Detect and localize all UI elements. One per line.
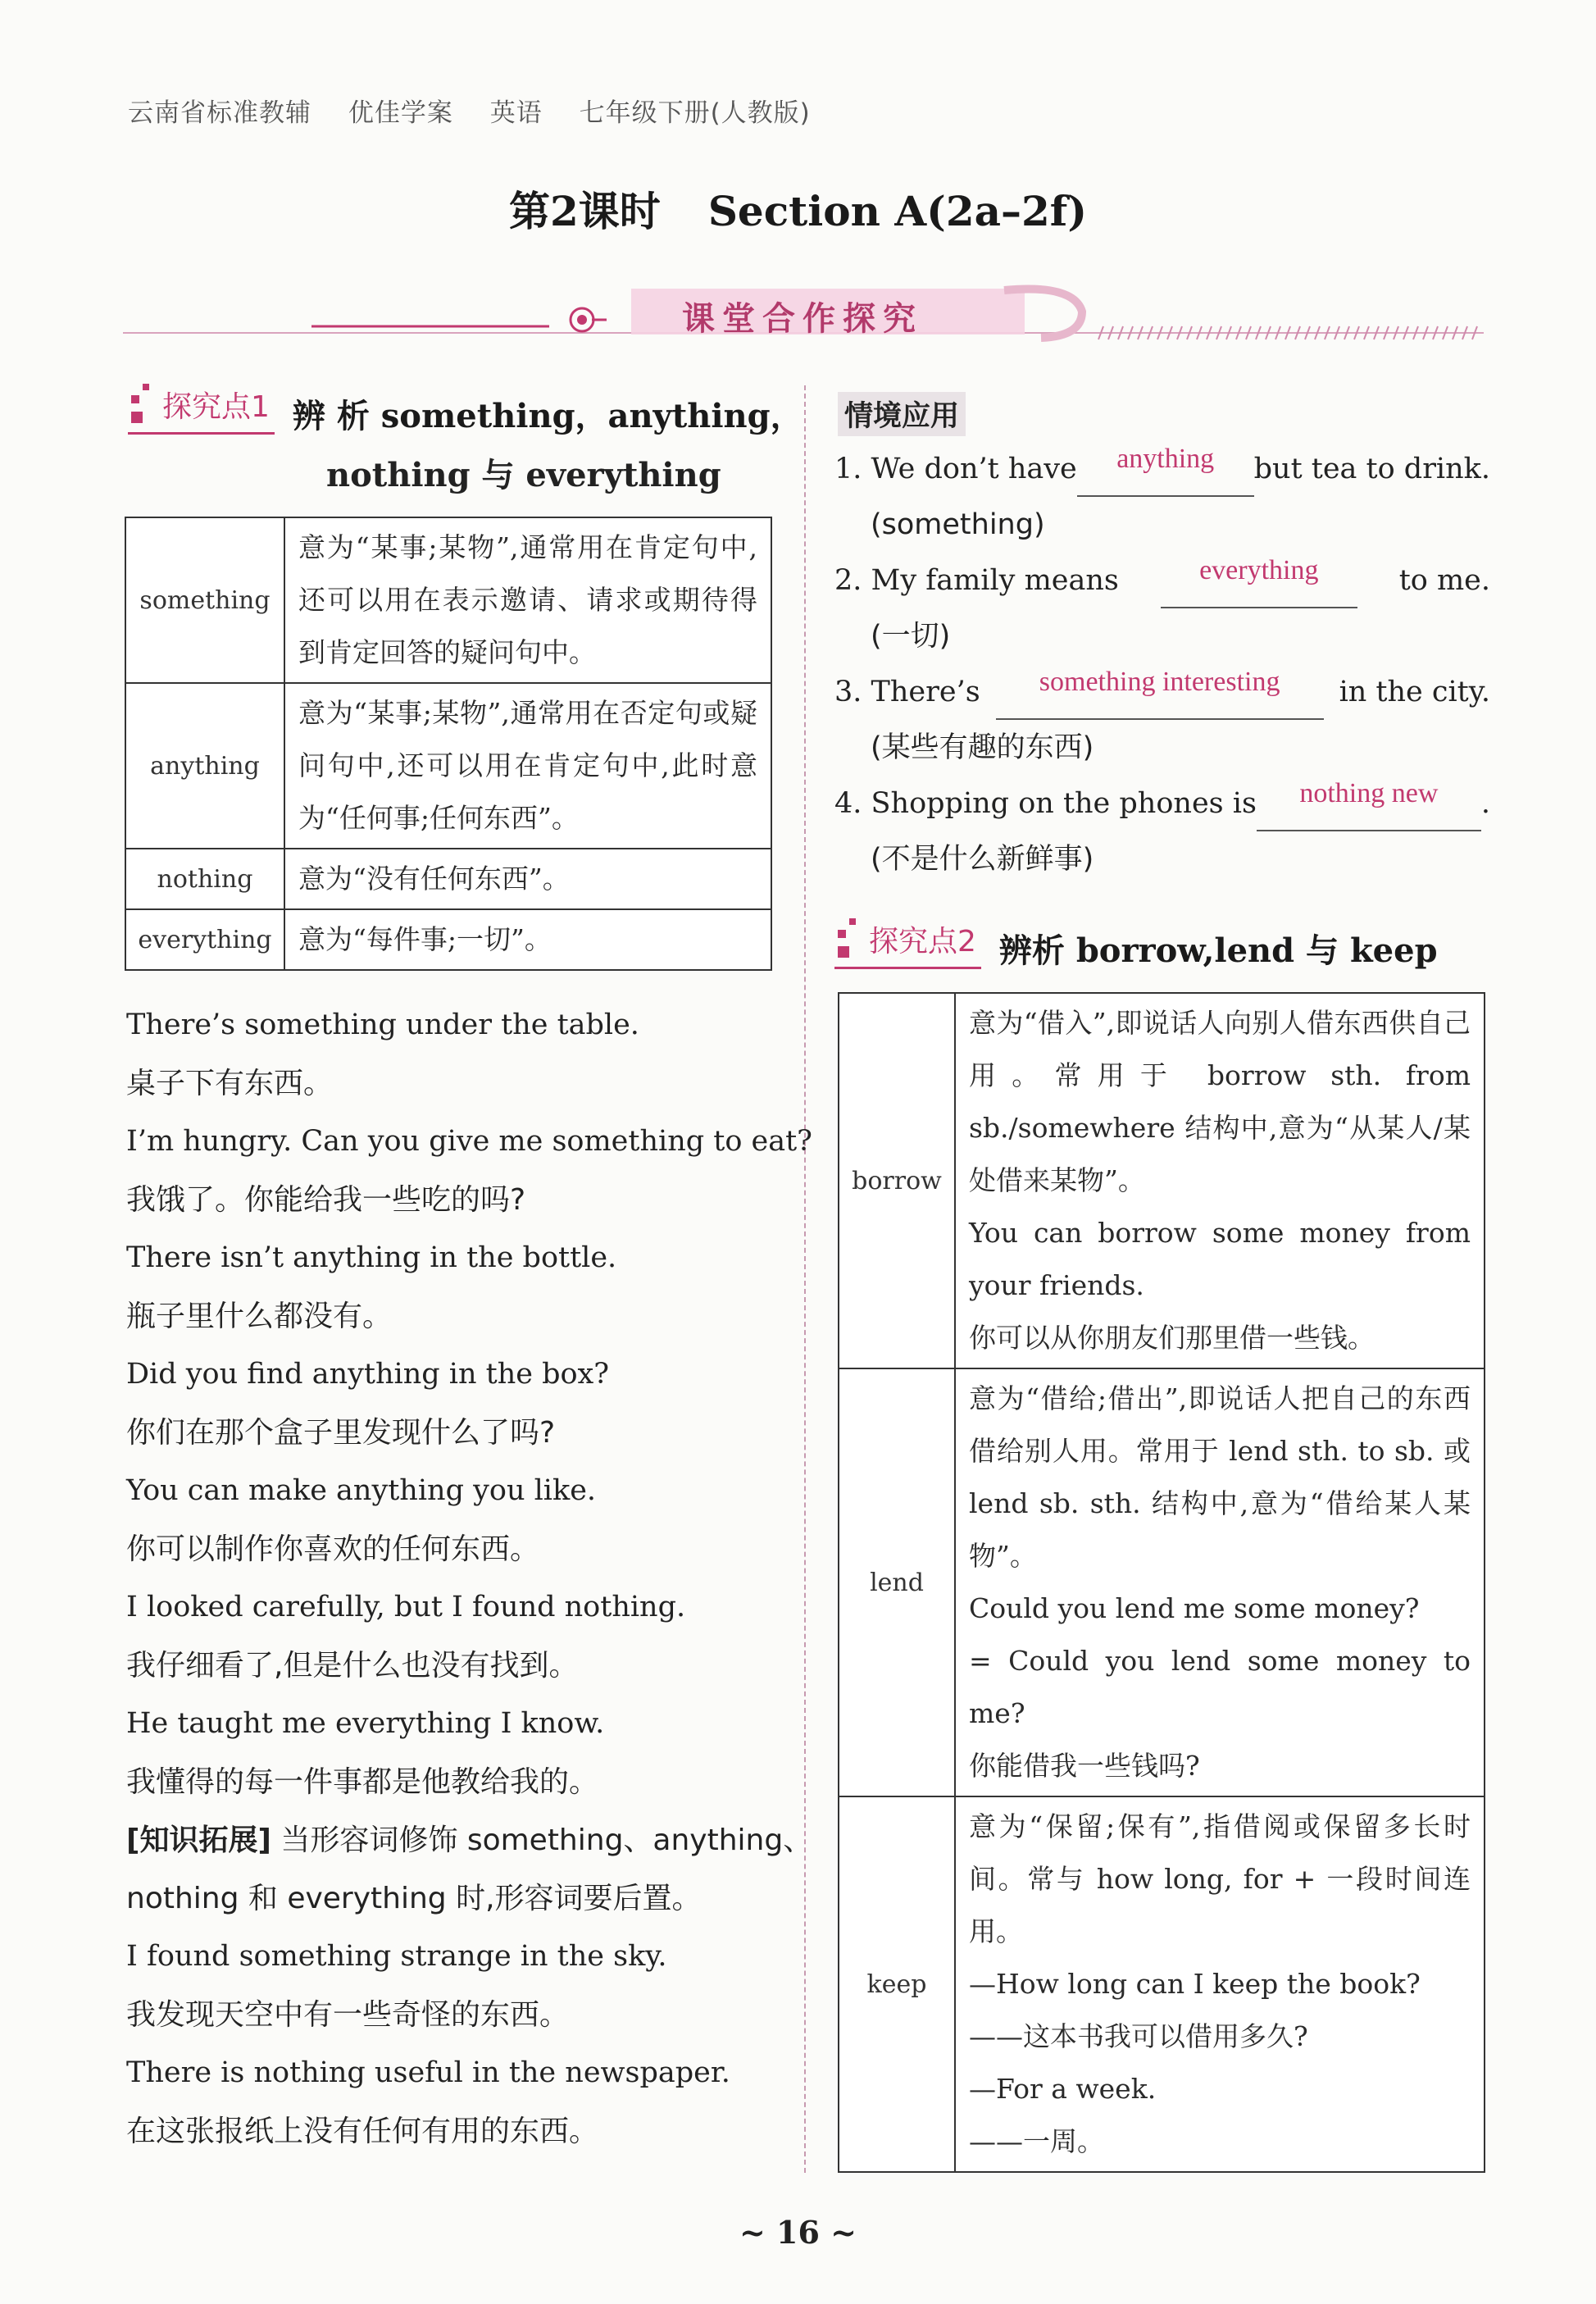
table-desc: 意为“没有任何东西”。 xyxy=(284,849,771,909)
column-divider xyxy=(804,385,806,2173)
desc-line: 意为“借给;借出”,即说话人把自己的东西借给别人用。常用于 lend sth. to sb. 或 lend sb. sth. 结构中,意为“借给某人某物”。 xyxy=(969,1382,1471,1572)
lesson-number: 第2课时 xyxy=(509,187,661,235)
exercise-stem: 4. Shopping on the phones is xyxy=(834,787,1257,820)
page-number: ~ 16 ~ xyxy=(739,2214,857,2251)
key-point-2-heading xyxy=(834,918,1438,984)
desc-example-cn: 你可以从你朋友们那里借一些钱。 xyxy=(969,1322,1375,1354)
exercise-hint: (something) xyxy=(871,508,1045,541)
example-en: There is nothing useful in the newspaper. xyxy=(126,2056,730,2089)
desc-example-en: Could you lend me some money? xyxy=(969,1592,1420,1624)
key-point-1-tag xyxy=(128,384,275,435)
exercise-tail: in the city. xyxy=(1339,676,1490,708)
desc-example-cn: 你能借我一些钱吗? xyxy=(969,1750,1200,1782)
key-point-1-table xyxy=(125,517,772,971)
table-term: something xyxy=(125,517,284,683)
example-cn: 我发现天空中有一些奇怪的东西。 xyxy=(126,1998,570,2032)
exercise-stem: 1. We don’t have xyxy=(834,453,1077,485)
example-en: Did you find anything in the box? xyxy=(126,1358,610,1391)
running-header xyxy=(128,92,839,129)
square-icon xyxy=(849,918,856,925)
exercise-hint: (某些有趣的东西) xyxy=(871,731,1094,764)
key-point-2-tag-label: 探究点2 xyxy=(869,925,976,958)
table-desc: 意为“每件事;一切”。 xyxy=(284,909,771,970)
table-term: nothing xyxy=(125,849,284,909)
example-cn: 你们在那个盒子里发现什么了吗? xyxy=(126,1416,556,1450)
exercise-hint: (不是什么新鲜事) xyxy=(871,843,1094,876)
table-row xyxy=(125,849,771,909)
example-en: There’s something under the table. xyxy=(126,1009,639,1041)
exercise-tail: to me. xyxy=(1398,564,1490,597)
exercise-item xyxy=(834,553,1490,664)
exercise-tail: . xyxy=(1480,787,1490,820)
desc-line: 意为“保留;保有”,指借阅或保留多长时间。常与 how long, for + 一段时间连用。 xyxy=(969,1810,1471,1947)
answer-blank[interactable]: everything xyxy=(1161,553,1357,608)
example-en: There isn’t anything in the bottle. xyxy=(126,1241,617,1274)
square-icon xyxy=(838,946,849,958)
answer-blank[interactable]: anything xyxy=(1077,441,1254,497)
desc-example-en: = Could you lend some money to me? xyxy=(969,1645,1471,1729)
exercise-item xyxy=(834,664,1490,776)
extension-label: [知识拓展] xyxy=(126,1824,271,1857)
table-row xyxy=(839,993,1485,1368)
application-exercises xyxy=(834,441,1490,887)
extension-text-2: nothing 和 everything 时,形容词要后置。 xyxy=(126,1882,702,1915)
banner-title: 课堂合作探究 xyxy=(682,300,923,338)
example-en: I looked carefully, but I found nothing. xyxy=(126,1591,686,1623)
example-cn: 瓶子里什么都没有。 xyxy=(126,1300,393,1333)
table-term: everything xyxy=(125,909,284,970)
square-icon xyxy=(838,930,846,938)
key-point-1-heading xyxy=(128,384,803,449)
desc-example-en: —For a week. xyxy=(969,2073,1157,2105)
example-en: I’m hungry. Can you give me something to eat? xyxy=(126,1125,812,1158)
desc-example-cn: ——这本书我可以借用多久? xyxy=(969,2020,1308,2052)
desc-example-en: You can borrow some money from your friends. xyxy=(969,1217,1471,1301)
table-row xyxy=(125,683,771,849)
exercise-stem: 2. My family means xyxy=(834,564,1119,597)
answer-blank[interactable]: something interesting xyxy=(996,664,1324,720)
table-desc xyxy=(955,1368,1485,1796)
table-term: borrow xyxy=(839,993,955,1368)
table-desc: 意为“某事;某物”,通常用在否定句或疑问句中,还可以用在肯定句中,此时意为“任何事;任何东西”。 xyxy=(284,683,771,849)
table-term: anything xyxy=(125,683,284,849)
table-desc: 意为“某事;某物”,通常用在肯定句中,还可以用在表示邀请、请求或期待得到肯定回答的疑问句中。 xyxy=(284,517,771,683)
exercise-tail: but tea to drink. xyxy=(1253,453,1490,485)
example-cn: 在这张报纸上没有任何有用的东西。 xyxy=(126,2115,599,2148)
lesson-title xyxy=(0,179,1596,238)
exercise-item xyxy=(834,441,1490,553)
key-point-2-table xyxy=(838,992,1485,2173)
desc-example-en: —How long can I keep the book? xyxy=(969,1968,1421,2000)
key-point-1-tag-label: 探究点1 xyxy=(162,390,270,424)
target-icon xyxy=(571,308,607,331)
square-icon xyxy=(143,384,149,390)
square-icon xyxy=(131,395,139,403)
key-point-2-title: 辨析 borrow,lend 与 keep xyxy=(998,931,1438,970)
series-name: 云南省标准教辅 xyxy=(128,98,311,128)
key-point-1-title: 辨 析 something，anything， xyxy=(292,397,803,435)
table-row xyxy=(125,909,771,970)
example-cn: 我饿了。你能给我一些吃的吗? xyxy=(126,1183,526,1217)
table-desc xyxy=(955,993,1485,1368)
square-icon xyxy=(131,412,143,423)
example-cn: 桌子下有东西。 xyxy=(126,1067,334,1100)
example-cn: 我仔细看了,但是什么也没有找到。 xyxy=(126,1649,579,1682)
example-en: You can make anything you like. xyxy=(126,1474,597,1507)
section-label: Section A(2a–2f) xyxy=(707,187,1087,235)
desc-line: 意为“借入”,即说话人向别人借东西供自己用。常用于 borrow sth. from sb./somewhere 结构中,意为“从某人/某处借来某物”。 xyxy=(969,1007,1471,1196)
answer-blank[interactable]: nothing new xyxy=(1257,776,1481,831)
exercise-hint: (一切) xyxy=(871,620,951,653)
table-row xyxy=(839,1368,1485,1796)
exercise-stem: 3. There’s xyxy=(834,676,980,708)
example-en: I found something strange in the sky. xyxy=(126,1940,667,1973)
key-point-1-title-line2: nothing 与 everything xyxy=(326,456,721,494)
table-desc xyxy=(955,1796,1485,2172)
table-row xyxy=(839,1796,1485,2172)
exercise-item xyxy=(834,776,1490,887)
book-name: 优佳学案 xyxy=(348,98,453,128)
example-en: He taught me everything I know. xyxy=(126,1707,605,1740)
table-row xyxy=(125,517,771,683)
subject-name: 英语 xyxy=(489,98,543,128)
key-point-1-examples xyxy=(126,996,813,2161)
example-cn: 我懂得的每一件事都是他教给我的。 xyxy=(126,1765,599,1799)
application-tag: 情境应用 xyxy=(838,392,966,436)
table-term: keep xyxy=(839,1796,955,2172)
grade-name: 七年级下册(人教版) xyxy=(579,98,811,128)
knowledge-extension xyxy=(126,1811,813,1869)
example-cn: 你可以制作你喜欢的任何东西。 xyxy=(126,1532,540,1566)
extension-text: 当形容词修饰 something、anything、 xyxy=(280,1824,813,1857)
key-point-2-tag xyxy=(834,918,981,969)
desc-example-cn: ——一周。 xyxy=(969,2125,1104,2157)
table-term: lend xyxy=(839,1368,955,1796)
